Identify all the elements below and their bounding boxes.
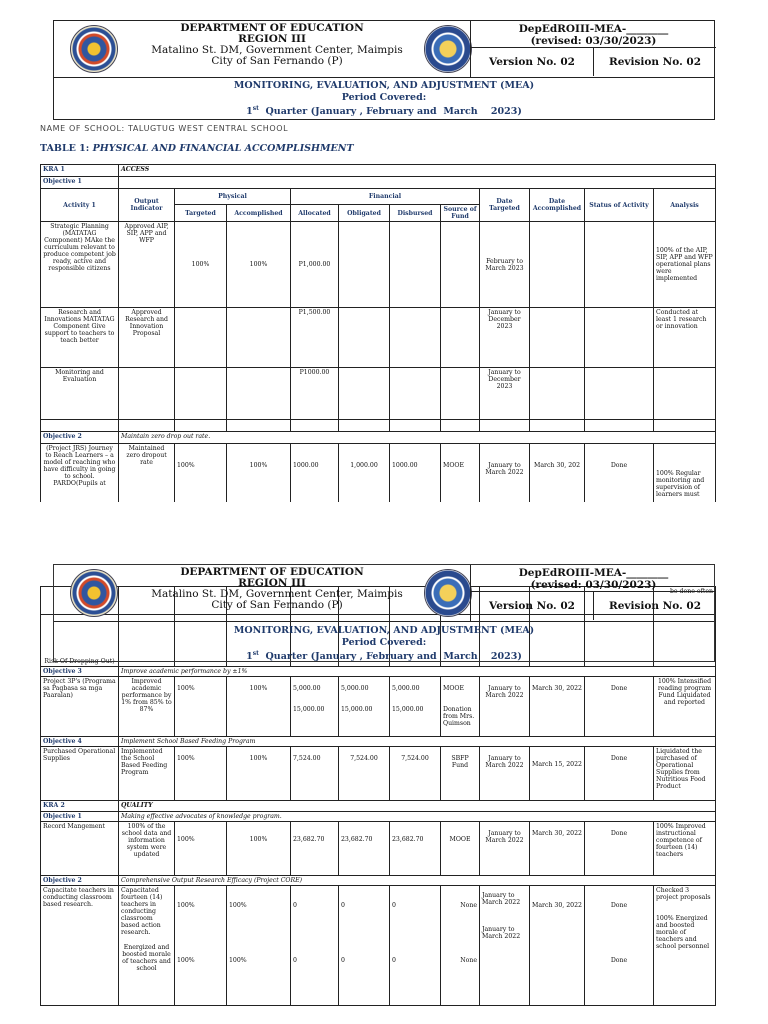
objective-value: Comprehensive Output Research Efficacy (Project CORE) (119, 876, 716, 886)
cell-targeted (175, 886, 227, 1006)
quarter-number: 1 (246, 651, 253, 663)
cell-source: SBFP Fund (441, 747, 480, 801)
table-row (41, 747, 716, 801)
objective-value: Maintain zero drop out rate. (119, 432, 716, 444)
cell-allocated (291, 677, 339, 737)
col-physical: Physical (175, 189, 291, 205)
cell-allocated: 23,682.70 (291, 822, 339, 876)
cell-activity: Record Mangement (41, 822, 119, 876)
quarter-text: Quarter (January , February and March 2023) (258, 106, 522, 118)
cell-activity: Project 3P's (Programa sa Pagbasa sa mga Paaralan) (41, 677, 119, 737)
page-gap (0, 502, 768, 562)
deped-seal-icon (424, 569, 472, 617)
cell-targeted (175, 368, 227, 420)
col-targeted: Targeted (175, 205, 227, 222)
table-title (40, 143, 354, 154)
cell-activity: Monitoring and Evaluation (41, 368, 119, 420)
cell-allocated: P1,500.00 (291, 308, 339, 368)
cell-status (585, 308, 654, 368)
period-label: Period Covered: (341, 636, 427, 648)
source-1: MOOE (443, 685, 464, 692)
obligated-1: 0 (341, 902, 345, 909)
cell-date-accomplished (530, 222, 585, 308)
cell-targeted: 100% (175, 822, 227, 876)
cell-obligated (339, 886, 390, 1006)
cell-status (585, 222, 654, 308)
cell-targeted: 100% (175, 677, 227, 737)
cell-source (441, 886, 480, 1006)
output-1: Capacitated fourteen (14) teachers in conducting classroom based action research. (121, 887, 163, 936)
disbursed-2: 15,000.00 (392, 706, 424, 713)
header-right-cell (470, 565, 716, 621)
source-2: None (460, 957, 477, 964)
table-row (41, 886, 716, 1006)
cell-date-targeted: January to March 2022 (480, 677, 530, 737)
cell-obligated: 1,000.00 (339, 444, 390, 504)
cell-date-targeted: January to December 2023 (480, 308, 530, 368)
table-title-text: PHYSICAL AND FINANCIAL ACCOMPLISHMENT (92, 143, 354, 154)
table-title-prefix: TABLE 1: (40, 143, 93, 154)
quarter-ordinal: st (252, 105, 259, 112)
cell-disbursed (390, 222, 441, 308)
cell-disbursed (390, 368, 441, 420)
quarter-text: Quarter (January , February and March 2023) (258, 651, 522, 663)
cell-output: Implemented the School Based Feeding Program (119, 747, 175, 801)
header-dept (152, 23, 392, 45)
cell-date-targeted (480, 886, 530, 1006)
accomplished-2: 100% (229, 957, 247, 964)
objective-label: Objective 2 (41, 876, 119, 886)
deped-region-seal-icon (70, 569, 118, 617)
obligated-2: 0 (341, 957, 345, 964)
obligated-1: 5,000.00 (341, 685, 369, 692)
table-row (41, 368, 716, 420)
quarter-number: 1 (246, 106, 253, 118)
cell-disbursed (390, 677, 441, 737)
cell-allocated: 1000.00 (291, 444, 339, 504)
revision-no: Revision No. 02 (608, 600, 702, 612)
version-row (471, 48, 716, 76)
header-left-cell (54, 21, 470, 77)
cell-obligated (339, 222, 390, 308)
table-row (41, 308, 716, 368)
doc-code: DepEdROIII-MEA-________ (518, 567, 669, 579)
period-label: Period Covered: (341, 91, 427, 103)
kra-label: KRA 1 (41, 165, 119, 177)
header-address (142, 45, 412, 67)
col-financial: Financial (291, 189, 480, 205)
col-activity: Activity 1 (41, 189, 119, 222)
region-name: REGION III (238, 577, 306, 589)
kra-value: ACCESS (119, 165, 716, 177)
col-date-targeted: Date Targeted (480, 189, 530, 222)
dept-name: DEPARTMENT OF EDUCATION (180, 566, 364, 578)
cell-date-targeted: January to March 2022 (480, 822, 530, 876)
cell-date-accomplished (530, 308, 585, 368)
cell-targeted: 100% (175, 222, 227, 308)
kra-row (41, 801, 716, 812)
deped-seal-icon (424, 25, 472, 73)
cell-accomplished (227, 308, 291, 368)
cell-disbursed (390, 886, 441, 1006)
allocated-2: 0 (293, 957, 297, 964)
source-2: Donation from Mrs. Quimson (443, 706, 475, 727)
col-date-accomplished: Date Accomplished (530, 189, 585, 222)
cell-accomplished: 100% (227, 444, 291, 504)
objective-row (41, 737, 716, 747)
cell-analysis-cont: be done often (654, 587, 716, 615)
cell-date-targeted: January to March 2022 (480, 444, 530, 504)
disbursed-1: 5,000.00 (392, 685, 420, 692)
cell-source (441, 368, 480, 420)
cell-status (585, 368, 654, 420)
revision-no: Revision No. 02 (608, 56, 702, 68)
header-top-row (54, 565, 714, 622)
cell-allocated: 7,524.00 (291, 747, 339, 801)
doc-code: DepEdROIII-MEA-________ (518, 23, 669, 35)
objective-label: Objective 3 (41, 667, 119, 677)
objective-row (41, 667, 716, 677)
table-row (41, 677, 716, 737)
cell-output: Improved academic performance by 1% from 85% to 87% (119, 677, 175, 737)
cell-status (585, 886, 654, 1006)
document-header-overlay (53, 564, 715, 662)
dept-name: DEPARTMENT OF EDUCATION (180, 22, 364, 34)
table-row (41, 822, 716, 876)
quarter-line (54, 103, 714, 118)
cell-status: Done (585, 444, 654, 504)
version-no: Version No. 02 (471, 592, 594, 620)
cell-targeted: 100% (175, 444, 227, 504)
cell-analysis (654, 886, 716, 1006)
kra-row (41, 165, 716, 177)
cell-date-accomplished: March 30, 2022 (530, 886, 585, 1006)
header-dept (152, 567, 392, 589)
cell-status: Done (585, 747, 654, 801)
school-name: NAME OF SCHOOL: TALUGTUG WEST CENTRAL SCHOOL (40, 124, 289, 133)
doc-code-cell (471, 565, 716, 592)
cell-targeted: 100% (175, 747, 227, 801)
cell-disbursed: 1000.00 (390, 444, 441, 504)
col-output: Output Indicator (119, 189, 175, 222)
address-line-1: Matalino St. DM, Government Center, Maimpis (151, 44, 403, 56)
accomplished-1: 100% (229, 902, 247, 909)
cell-targeted (175, 308, 227, 368)
allocated-2: 15,000.00 (293, 706, 325, 713)
cell-activity: (Project JRS) Journey to Reach Learners – a model of reaching who have difficulty in going to school. PARDO(Pupils at (41, 444, 119, 504)
cell-allocated (291, 886, 339, 1006)
objective-row (41, 876, 716, 886)
status-1: Done (610, 902, 628, 909)
date-targeted-2: January to March 2022 (482, 926, 521, 940)
cell-disbursed: 23,682.70 (390, 822, 441, 876)
objective-value: Making effective advocates of knowledge program. (119, 812, 716, 822)
col-source: Source of Fund (441, 205, 480, 222)
header-left-cell (54, 565, 470, 621)
cell-source (441, 677, 480, 737)
cell-date-accomplished (530, 368, 585, 420)
objective-label: Objective 4 (41, 737, 119, 747)
cell-status: Done (585, 677, 654, 737)
objective-value: Implement School Based Feeding Program (119, 737, 716, 747)
cell-activity: Research and Innovations MATATAG Component Give support to teachers to teach better (41, 308, 119, 368)
col-analysis: Analysis (654, 189, 716, 222)
region-name: REGION III (238, 33, 306, 45)
cell-analysis: 100% Intensified reading program Fund Liquidated and reported (654, 677, 716, 737)
cell-output (119, 368, 175, 420)
cell-disbursed (390, 308, 441, 368)
cell-allocated: P1,000.00 (291, 222, 339, 308)
cell-accomplished: 100% (227, 677, 291, 737)
version-no: Version No. 02 (471, 48, 594, 76)
header-address (142, 589, 412, 611)
objective-label: Objective 1 (41, 812, 119, 822)
analysis-1: Checked 3 project proposals (656, 887, 711, 901)
analysis-2: 100% Energized and boosted morale of teachers and school personnel (656, 915, 710, 950)
cell-date-accomplished: March 30, 2022 (530, 677, 585, 737)
cell-date-accomplished: March 30, 2022 (530, 822, 585, 876)
cell-output: Maintained zero dropout rate (119, 444, 175, 504)
deped-region-seal-icon (70, 25, 118, 73)
cell-obligated: 23,682.70 (339, 822, 390, 876)
address-line-1: Matalino St. DM, Government Center, Maimpis (151, 588, 403, 600)
objective-value: Improve academic performance by ±1% (119, 667, 716, 677)
cell-source: MOOE (441, 444, 480, 504)
date-targeted-1: January to March 2022 (482, 892, 521, 906)
doc-code-cell (471, 21, 716, 48)
cell-date-accomplished: March 15, 2022 (530, 747, 585, 801)
cell-analysis: 100% Improved instructional competence of fourteen (14) teachers (654, 822, 716, 876)
cell-source (441, 308, 480, 368)
col-status: Status of Activity (585, 189, 654, 222)
cell-obligated (339, 308, 390, 368)
cell-accomplished (227, 886, 291, 1006)
revised-date: (revised: 03/30/2023) (530, 35, 657, 47)
quarter-line (54, 648, 714, 663)
objective-label: Objective 2 (41, 432, 119, 444)
cell-date-targeted: January to March 2022 (480, 747, 530, 801)
cell-obligated: 7,524.00 (339, 747, 390, 801)
address-line-2: City of San Fernando (P) (211, 55, 343, 67)
cell-activity-cont: Risk Of Dropping Out) (41, 615, 119, 667)
cell-activity: Capacitate teachers in conducting classroom based research. (41, 886, 119, 1006)
document-page-1 (0, 0, 768, 502)
version-row (471, 592, 716, 620)
table-row (41, 444, 716, 504)
cell-analysis (654, 368, 716, 420)
targeted-1: 100% (177, 902, 195, 909)
mea-title: MONITORING, EVALUATION, AND ADJUSTMENT (MEA) (233, 625, 535, 636)
cell-source: MOOE (441, 822, 480, 876)
document-page-2 (0, 562, 768, 1024)
cell-analysis: 100% of the AIP, SIP, APP and WFP operational plans were implemented (654, 222, 716, 308)
cell-disbursed: 7,524.00 (390, 747, 441, 801)
header-right-cell (470, 21, 716, 77)
cell-output: Approved AIP, SIP, APP and WFP (119, 222, 175, 308)
obligated-2: 15,000.00 (341, 706, 373, 713)
mea-title-block (54, 625, 714, 663)
objective-row (41, 812, 716, 822)
table-row (41, 222, 716, 308)
objective-label: Objective 1 (41, 177, 119, 189)
cell-activity: Purchased Operational Supplies (41, 747, 119, 801)
disbursed-2: 0 (392, 957, 396, 964)
mea-title-block (54, 80, 714, 118)
col-allocated: Allocated (291, 205, 339, 222)
status-2: Done (610, 957, 628, 964)
cell-accomplished: 100% (227, 747, 291, 801)
cell-activity: Strategic Planning (MATATAG Component) MAke the curriculum relevant to produce competent job ready, active and responsible citizens (41, 222, 119, 308)
spacer-row (41, 420, 716, 432)
cell-output: 100% of the school data and information system were updated (119, 822, 175, 876)
cell-accomplished (227, 368, 291, 420)
document-header (53, 20, 715, 120)
col-accomplished: Accomplished (227, 205, 291, 222)
cell-accomplished: 100% (227, 822, 291, 876)
objective-row (41, 432, 716, 444)
cell-analysis: 100% Regular monitoring and supervision of learners must (654, 444, 716, 504)
objective-value (119, 177, 716, 189)
allocated-1: 0 (293, 902, 297, 909)
cell-obligated (339, 677, 390, 737)
address-line-2: City of San Fernando (P) (211, 599, 343, 611)
objective-row (41, 177, 716, 189)
targeted-2: 100% (177, 957, 195, 964)
cell-date-accomplished: March 30, 202 (530, 444, 585, 504)
cell-date-targeted: February to March 2023 (480, 222, 530, 308)
header-top-row (54, 21, 714, 78)
col-obligated: Obligated (339, 205, 390, 222)
cell-date-targeted: January to December 2023 (480, 368, 530, 420)
allocated-1: 5,000.00 (293, 685, 321, 692)
col-disbursed: Disbursed (390, 205, 441, 222)
quarter-ordinal: st (252, 650, 259, 657)
cell-output (119, 886, 175, 1006)
revised-date: (revised: 03/30/2023) (530, 579, 657, 591)
cell-obligated (339, 368, 390, 420)
accomplishment-table-1 (40, 164, 716, 504)
cell-analysis: Liquidated the purchased of Operational Supplies from Nutritious Food Product (654, 747, 716, 801)
cell-output: Approved Research and Innovation Proposal (119, 308, 175, 368)
column-header-row (41, 189, 716, 205)
cell-status: Done (585, 822, 654, 876)
kra-value: QUALITY (119, 801, 716, 812)
kra-label: KRA 2 (41, 801, 119, 812)
mea-title: MONITORING, EVALUATION, AND ADJUSTMENT (MEA) (233, 80, 535, 91)
cell-analysis: Conducted at least 1 research or innovation (654, 308, 716, 368)
cell-source (441, 222, 480, 308)
output-2: Energized and boosted morale of teachers and school (122, 944, 171, 972)
cell-accomplished: 100% (227, 222, 291, 308)
source-1: None (460, 902, 477, 909)
disbursed-1: 0 (392, 902, 396, 909)
cell-allocated: P1000.00 (291, 368, 339, 420)
